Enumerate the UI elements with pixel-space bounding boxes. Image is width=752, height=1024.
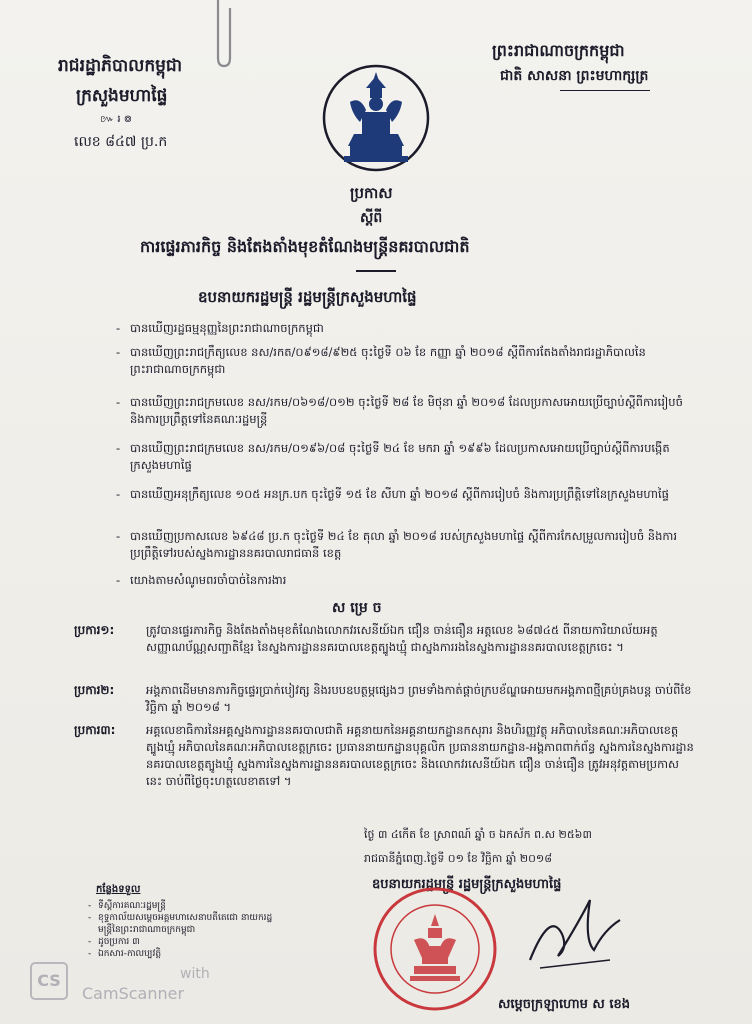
official-seal-icon — [370, 884, 500, 1014]
consideration-item: - បានឃើញព្រះរាជក្រមលេខ នស/រកម/០៦១៨/០១២ ចុះថ្ងៃទី ២៨ ខែ មិថុនា ឆ្នាំ ២០១៨ ដែលប្រកាសអោយប្រើច្បាប់ស្តីពីការរៀបចំ និងការប្រព្រឹត្តទៅនៃគណៈរដ្ឋមន្ត្រី — [116, 395, 683, 426]
paperclip-icon — [212, 0, 234, 70]
article-2-label: ប្រការ២: — [74, 683, 115, 697]
consideration-item: - បានឃើញព្រះរាជក្រឹត្យលេខ នស/រកត/០៩១៨/៩២៥ ចុះថ្ងៃទី ០៦ ខែ កញ្ញា ឆ្នាំ ២០១៨ ស្តីពីការតែងតាំងរាជរដ្ឋាភិបាលនៃព្រះរាជាណាចក្រកម្ពុជា — [116, 345, 646, 376]
article-3-label: ប្រការ៣: — [74, 723, 116, 737]
article-1-label: ប្រការ១: — [74, 623, 115, 637]
consideration-item: - បានឃើញអនុក្រឹត្យលេខ ១០៥ អនក្រ.បក ចុះថ្ងៃទី ១៥ ខែ សីហា ឆ្នាំ ២០១៨ ស្តីពីការរៀបចំ និងការប្រព្រឹត្តិទៅនៃក្រសួងមហាផ្ទៃ — [116, 487, 669, 501]
consideration-item: - យោងតាមសំណូមពរចាំបាច់នៃការងារ — [116, 573, 287, 587]
reference-number: លេខ ៨៤៧ ប្រ.ក — [74, 134, 168, 150]
signer-title: ឧបនាយករដ្ឋមន្ត្រី រដ្ឋមន្ត្រីក្រសួងមហាផ្ទៃ — [372, 877, 562, 892]
title-divider — [356, 270, 396, 272]
consideration-item: - បានឃើញព្រះរាជក្រមលេខ នស/រកម/០១៩៦/០៨ ចុះថ្ងៃទី ២៤ ខែ មករា ឆ្នាំ ១៩៩៦ ដែលប្រកាសអោយប្រើច្បាប់ស្តីពីការបង្កើតក្រសួងមហាផ្ទៃ — [116, 441, 670, 472]
document-about: ស្តីពី — [360, 210, 383, 226]
document-subject: ការផ្ទេរភារកិច្ច និងតែងតាំងមុខតំណែងមន្ត្រីនគរបាលជាតិ — [140, 237, 470, 256]
header-ornament: ៚ ៛ ៙ — [100, 114, 132, 125]
cc-heading: កន្លែងទទួល — [96, 884, 141, 895]
consideration-item: - បានឃើញប្រកាសលេខ ៦៩៤៨ ប្រ.ក ចុះថ្ងៃទី ២៤ ខែ តុលា ឆ្នាំ ២០១៨ របស់ក្រសួងមហាផ្ទៃ ស្តីពីការកែសម្រួលការរៀបចំ និងការប្រព្រឹត្តិទៅរបស់ស្នងការដ្ឋាននគរបាលរាជធានី ខេត្ត — [116, 529, 677, 560]
header-government: រាជរដ្ឋាភិបាលកម្ពុជា — [58, 56, 183, 76]
solar-date: រាជធានីភ្នំពេញ.ថ្ងៃទី ០១ ខែ វិច្ឆិកា ឆ្នាំ ២០១៨ — [364, 852, 553, 865]
article-3-text: អគ្គលេខាធិការនៃអគ្គស្នងការដ្ឋាននគរបាលជាតិ អគ្គនាយកនៃអគ្គនាយកដ្ឋានកសុរារ និងហិរញ្ញវត្ថុ អភិបាលនៃគណៈអភិបាលខេត្តត្បូងឃ្មុំ អភិបាលនៃគណៈអភិបាលខេត្តក្រចេះ ប្រធាននាយកដ្ឋានបុគ្គលិក ប្រធាននាយកដ្ឋាន-អង្គភាពពាក់ព័ន្ធ ស្នងការនៃស្នងការដ្ឋាននគរបាលខេត្តត្បូងឃ្មុំ ស្នងការនៃស្នងការដ្ឋាននគរបាលខេត្តក្រចេះ និងលោកវរសេនីយ៍ឯក ជឿន ចាន់ធឿន ត្រូវអនុវត្តតាមប្រកាសនេះ ចាប់ពីថ្ងៃចុះហត្ថលេខាតទៅ ។ — [146, 723, 694, 788]
watermark-with: with — [180, 966, 210, 982]
cc-list — [88, 900, 278, 960]
signer-name: សម្តេចក្រឡាហោម ស ខេង — [498, 997, 630, 1012]
article-2-text: អង្គភាពដើមមានភារកិច្ចផ្ទេរប្រាក់បៀវត្ស និងរបបឧបត្ថម្ភផ្សេងៗ ព្រមទាំងកាត់ផ្តាច់ក្របខ័ណ្ឌអោយមកអង្គភាពថ្មីគ្រប់គ្រងបន្ត ចាប់ពីខែ វិច្ឆិកា ឆ្នាំ ២០១៨ ។ — [146, 683, 692, 714]
header-motto: ជាតិ សាសនា ព្រះមហាក្សត្រ — [500, 68, 649, 84]
cc-item: - ឯកសារ-កាលប្បវត្តិ — [88, 948, 278, 960]
consideration-item: - បានឃើញរដ្ឋធម្មនុញ្ញនៃព្រះរាជាណាចក្រកម្ពុជា — [116, 321, 324, 335]
header-kingdom: ព្រះរាជាណាចក្រកម្ពុជា — [492, 41, 625, 60]
cc-item: - ខុទ្ទកាល័យសម្តេចអគ្គមហាសេនាបតីតេជោ នាយករដ្ឋមន្ត្រីនៃព្រះរាជាណាចក្រកម្ពុជា — [88, 912, 278, 936]
header-ministry: ក្រសួងមហាផ្ទៃ — [76, 86, 168, 106]
issuer-title: ឧបនាយករដ្ឋមន្ត្រី រដ្ឋមន្ត្រីក្រសួងមហាផ្ទៃ — [198, 288, 417, 306]
camscanner-badge — [30, 962, 68, 1000]
watermark-camscanner: CamScanner — [82, 984, 185, 1003]
cc-item: - ទីស្តីការគណៈរដ្ឋមន្ត្រី — [88, 900, 278, 912]
lunar-date: ថ្ងៃ ៣ ៤កើត ខែ ស្រាពណ៍ ឆ្នាំ ច ឯកស័ក ព.ស ២៥៦៣ — [364, 828, 592, 841]
article-1-text: ត្រូវបានផ្ទេរភារកិច្ច និងតែងតាំងមុខតំណែងលោកវរសេនីយ៍ឯក ជឿន ចាន់ធឿន អត្តលេខ ៦៨៧៤៥ ពីនាយការិយាល័យអត្តសញ្ញាណប័ណ្ណសញ្ជាតិខ្មែរ នៃស្នងការដ្ឋាននគរបាលខេត្តត្បូងឃ្មុំ ជាស្នងការរងនៃស្នងការដ្ឋាននគរបាលខេត្តក្រចេះ ។ — [146, 623, 658, 654]
cc-item: - ដូចប្រការ ៣ — [88, 936, 278, 948]
decision-heading: ស ម្រេ ច — [332, 600, 382, 616]
ministry-emblem-icon — [320, 62, 432, 174]
camscanner-badge-text: CS — [37, 971, 61, 990]
document-kind: ប្រកាស — [350, 184, 393, 202]
motto-underline — [560, 90, 650, 91]
handwritten-signature-icon — [520, 890, 630, 980]
